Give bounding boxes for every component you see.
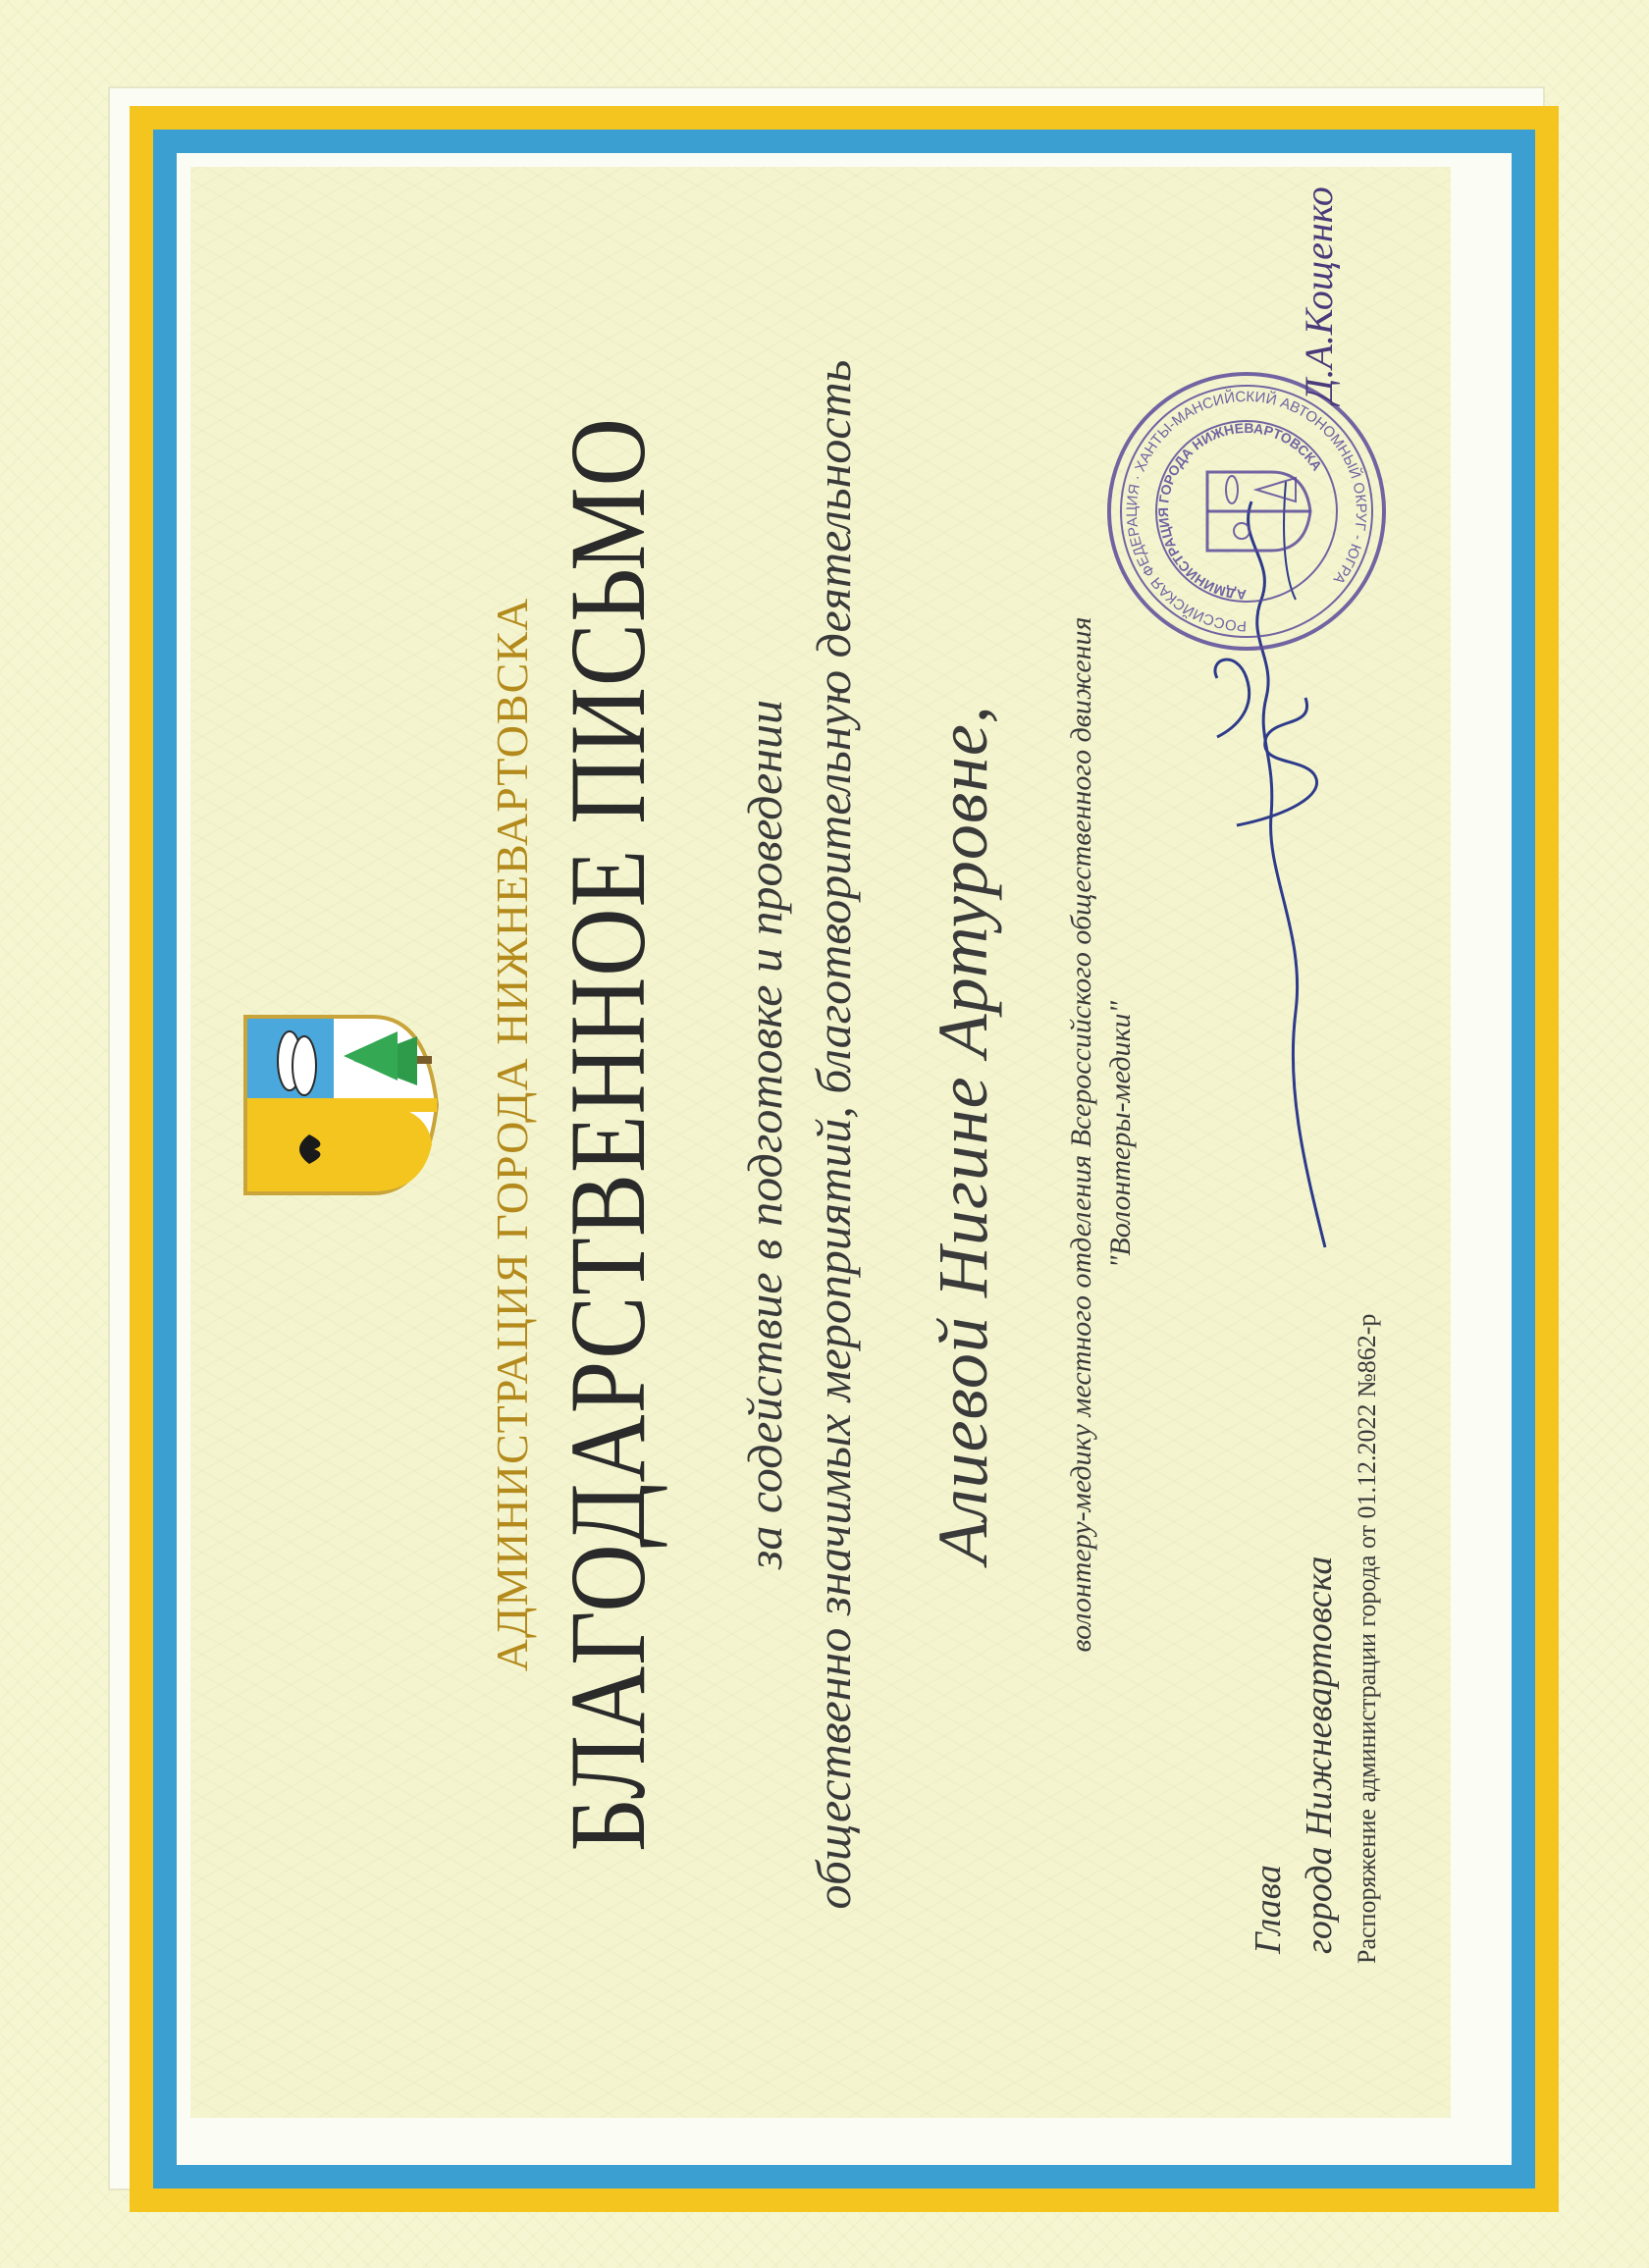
recipient-role-line-1: волонтеру-медику местного отделения Всероссийского общественного движения bbox=[1065, 616, 1097, 1653]
reason-line-2: общественно значимых мероприятий, благотворительную деятельность bbox=[806, 359, 861, 1910]
letter-title: БЛАГОДАРСТВЕННОЕ ПИСЬМО bbox=[547, 417, 668, 1852]
official-seal-icon bbox=[1099, 364, 1394, 659]
recipient-role-line-2: "Волонтеры-медики" bbox=[1104, 1000, 1137, 1269]
administration-title: АДМИНИСТРАЦИЯ ГОРОДА НИЖНЕВАРТОВСКА bbox=[487, 597, 537, 1672]
signer-name: Д.А.Кощенко bbox=[1297, 186, 1341, 403]
svg-text:РОССИЙСКАЯ ФЕДЕРАЦИЯ · ХАНТЫ-М: РОССИЙСКАЯ ФЕДЕРАЦИЯ · ХАНТЫ-МАНСИЙСКИЙ АВТОНОМНЫЙ ОКРУГ - ЮГРА bbox=[1123, 388, 1370, 635]
signer-title-line-2: города Нижневартовска bbox=[1299, 1556, 1340, 1954]
signer-title-line-1: Глава bbox=[1248, 1865, 1289, 1954]
recipient-name: Алиевой Нигине Артуровне, bbox=[924, 705, 1002, 1564]
reason-line-1: за содействие в подготовке и проведении bbox=[737, 699, 792, 1570]
order-reference: Распоряжение администрации города от 01.12.2022 №862-р bbox=[1353, 1313, 1381, 1964]
svg-text:АДМИНИСТРАЦИЯ ГОРОДА НИЖНЕВАРТ: АДМИНИСТРАЦИЯ ГОРОДА НИЖНЕВАРТОВСКА bbox=[1154, 419, 1326, 604]
city-coat-of-arms-icon bbox=[236, 1007, 442, 1203]
